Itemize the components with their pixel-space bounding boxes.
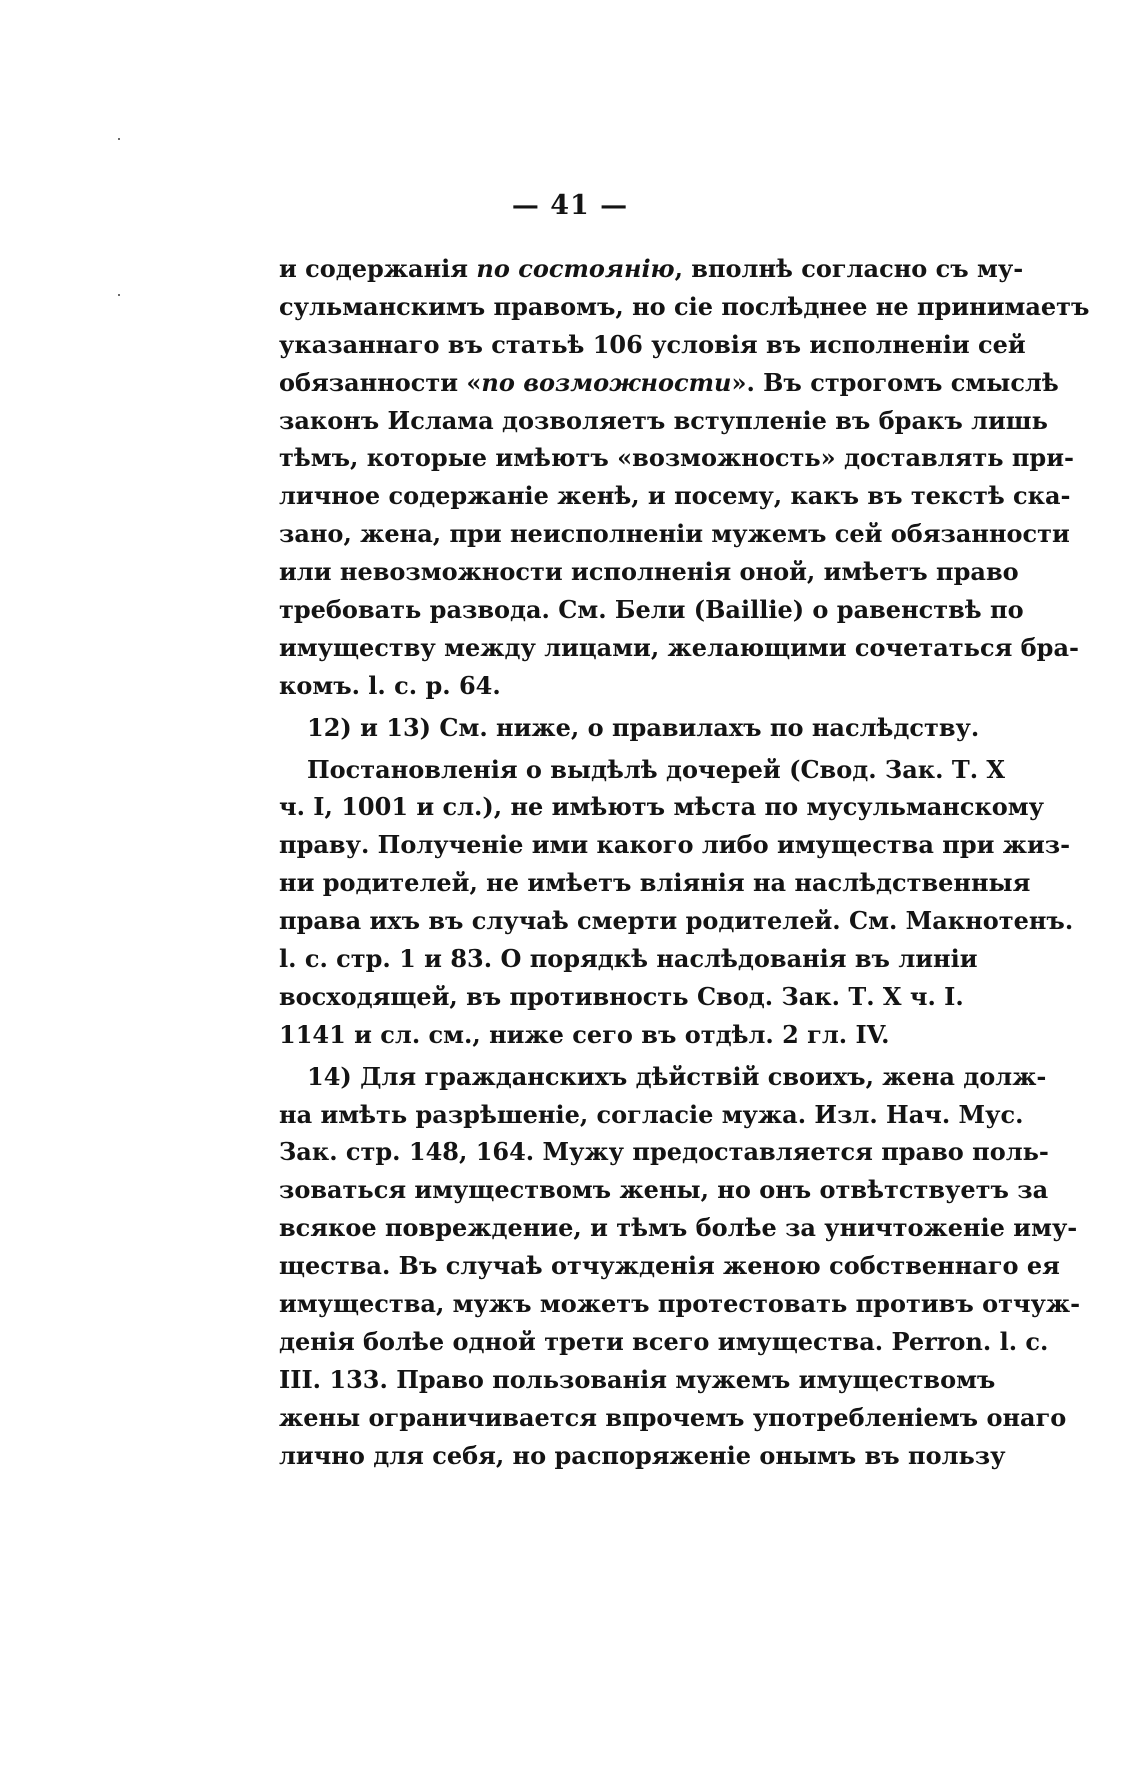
text-run: ч. I, 1001 и сл.), не имѣютъ мѣста по мусульманскому	[279, 792, 1045, 822]
text-run: ни родителей, не имѣетъ вліянія на наслѣдственныя	[279, 868, 1031, 898]
text-run: l. c. стр. 1 и 83. О порядкѣ наслѣдованія въ линіи	[279, 944, 978, 974]
text-run: права ихъ въ случаѣ смерти родителей. См. Макнотенъ.	[279, 906, 1074, 936]
text-run: 14) Для гражданскихъ дѣйствій своихъ, жена долж-	[307, 1061, 1047, 1091]
text-line	[279, 978, 964, 1016]
text-line	[279, 1323, 1049, 1361]
text-line	[279, 629, 1079, 667]
text-line	[279, 1399, 1067, 1437]
text-run: Постановленія о выдѣлѣ дочерей (Свод. Зак. Т. X	[307, 754, 1006, 784]
text-line	[279, 826, 1071, 864]
text-line	[279, 591, 1024, 629]
text-line	[279, 1437, 1006, 1475]
text-run: ». Въ строгомъ смыслѣ	[731, 367, 1059, 397]
text-run: Зак. стр. 148, 164. Мужу предоставляется право поль-	[279, 1137, 1049, 1167]
text-run: сульманскимъ правомъ, но сіе послѣднее не принимаетъ	[279, 291, 1090, 321]
text-run: имущества, мужъ можетъ протестовать противъ отчуж-	[279, 1289, 1081, 1319]
text-run: 1141 и сл. см., ниже сего въ отдѣл. 2 гл. IV.	[279, 1019, 890, 1049]
text-run: комъ. l. c. p. 64.	[279, 670, 501, 700]
text-run: праву. Полученіе ими какого либо имущества при жиз-	[279, 830, 1071, 860]
text-line	[279, 1096, 1024, 1134]
text-line	[279, 439, 1074, 477]
text-run: , вполнѣ согласно съ му-	[674, 254, 1024, 283]
text-run: имуществу между лицами, желающими сочетаться бра-	[279, 632, 1079, 662]
text-run: требовать развода. См. Бели (Baillie) о равенствѣ по	[279, 595, 1024, 625]
page-number: — 41 —	[511, 190, 629, 221]
text-line	[279, 1247, 1060, 1285]
text-line	[279, 326, 1026, 364]
text-line	[279, 709, 980, 747]
scan-speck	[118, 138, 120, 140]
text-line	[279, 864, 1031, 902]
text-line	[279, 250, 1024, 288]
text-run: указаннаго въ статьѣ 106 условія въ исполненіи сей	[279, 329, 1026, 359]
text-line	[279, 751, 1006, 789]
text-line	[279, 477, 1071, 515]
scan-speck	[118, 294, 120, 296]
text-run: щества. Въ случаѣ отчужденія женою собственнаго ея	[279, 1251, 1060, 1281]
text-line	[279, 1133, 1049, 1171]
text-run: на имѣть разрѣшеніе, согласіе мужа. Изл. Нач. Мус.	[279, 1099, 1024, 1129]
text-run: III. 133. Право пользованія мужемъ имуществомъ	[279, 1364, 996, 1394]
text-run: лично для себя, но распоряженіе онымъ въ пользу	[279, 1440, 1006, 1470]
text-line	[279, 788, 1045, 826]
italic-phrase: по состоянію	[476, 254, 675, 283]
text-run: зано, жена, при неисполненіи мужемъ сей обязанности	[279, 519, 1070, 549]
text-run: и содержанія	[279, 254, 477, 283]
text-run: или невозможности исполненія оной, имѣетъ право	[279, 557, 1019, 587]
body-text	[279, 250, 1090, 1475]
text-run: всякое повреждение, и тѣмъ болѣе за уничтоженіе иму-	[279, 1213, 1078, 1243]
text-run: тѣмъ, которые имѣютъ «возможность» доставлять при-	[279, 443, 1074, 473]
text-line	[279, 402, 1048, 440]
text-line	[279, 1209, 1078, 1247]
text-run: зоваться имуществомъ жены, но онъ отвѣтствуетъ за	[279, 1175, 1049, 1205]
text-line	[279, 902, 1074, 940]
italic-phrase: по возможности	[481, 367, 732, 397]
text-run: восходящей, въ противность Свод. Зак. Т. X ч. I.	[279, 981, 964, 1011]
text-run: обязанности «	[279, 367, 482, 397]
text-line	[279, 1361, 996, 1399]
text-run: жены ограничивается впрочемъ употребленіемъ онаго	[279, 1402, 1067, 1432]
text-line	[279, 667, 904, 705]
text-line	[279, 515, 1070, 553]
text-run: личное содержаніе женѣ, и посему, какъ въ текстѣ ска-	[279, 481, 1071, 511]
text-line	[279, 364, 1059, 402]
text-line	[279, 288, 1090, 326]
text-line	[279, 940, 978, 978]
text-line	[279, 1058, 1047, 1096]
text-line	[279, 1285, 1081, 1323]
text-run: денія болѣе одной трети всего имущества. Perron. l. c.	[279, 1326, 1049, 1356]
text-run: законъ Ислама дозволяетъ вступленіе въ бракъ лишь	[279, 405, 1048, 435]
text-line	[279, 1016, 904, 1054]
text-line	[279, 553, 1019, 591]
text-line	[279, 1171, 1049, 1209]
text-run: 12) и 13) См. ниже, о правилахъ по наслѣдству.	[307, 712, 980, 742]
